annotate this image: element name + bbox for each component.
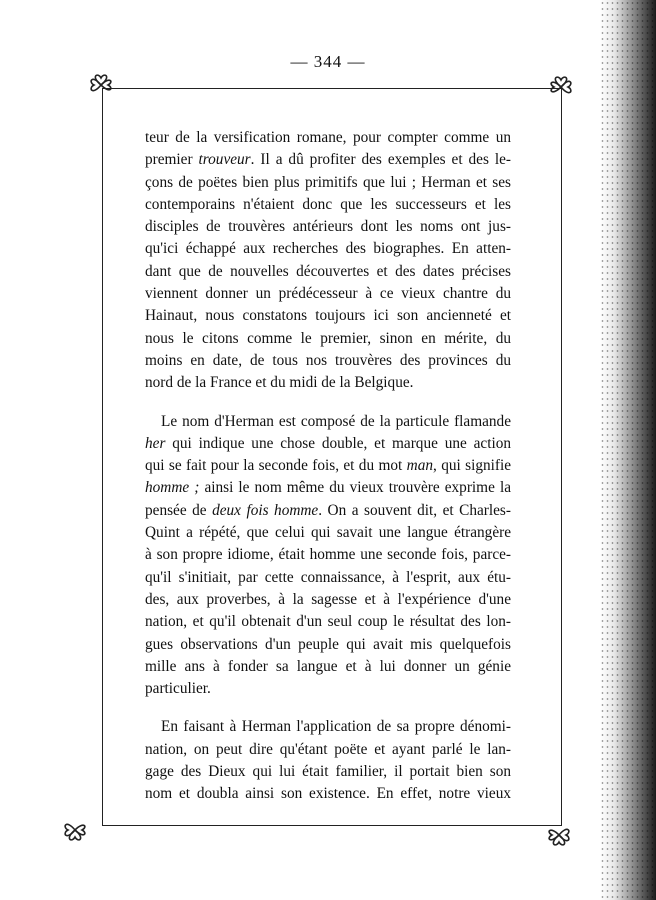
text-line: contemporains n'étaient donc que les successeurs et les [145,195,511,213]
text-line: à son propre idiome, était homme une seconde fois, parce- [145,546,511,564]
text-line: nous le citons comme le premier, sinon en mérite, du [145,329,511,347]
corner-ornament-top-left [86,70,116,100]
text-line: pensée de deux fois homme. On a souvent dit, et Charles- [145,501,511,519]
text-line: Hainaut, nous constatons toujours ici son ancienneté et [145,307,511,325]
paragraph-3 [145,716,511,805]
text-line: nom et doubla ainsi son existence. En effet, notre vieux [145,785,511,803]
text-line: nord de la France et du midi de la Belgique. [145,374,414,392]
paragraph-1 [145,127,511,395]
text-line: her qui indique une chose double, et marque une action [145,434,511,452]
text-line: gues observations d'un peuple qui avait mis quelquefois [145,635,511,653]
paragraph-2 [145,411,511,701]
text-line: En faisant à Herman l'application de sa propre dénomi- [161,718,511,736]
corner-ornament-top-right [546,72,576,102]
text-line: çons de poëtes bien plus primitifs que lui ; Herman et ses [145,173,511,191]
text-line: dant que de nouvelles découvertes et des dates précises [145,262,511,280]
text-line: qui se fait pour la seconde fois, et du mot man, qui signifie [145,457,511,475]
text-line: gage des Dieux qui lui était familier, il portait bien son [145,763,511,781]
text-line: premier trouveur. Il a dû profiter des exemples et des le- [145,151,511,169]
text-line: nation, et qu'il obtenait d'un seul coup le résultat des lon- [145,613,511,631]
body-text [145,127,511,822]
text-line: viennent donner un prédécesseur à ce vieux chantre du [145,285,511,303]
corner-ornament-bottom-left [60,815,90,845]
text-line: des, aux proverbes, à la sagesse et à l'expérience d'une [145,590,511,608]
text-line: qu'il s'initiait, par cette connaissance, à l'esprit, aux étu- [145,568,511,586]
text-line: moins en date, de tous nos trouvères des provinces du [145,351,511,369]
spine-texture [600,0,656,900]
text-line: nation, on peut dire qu'étant poëte et ayant parlé le lan- [145,740,511,758]
text-line: Le nom d'Herman est composé de la particule flamande [161,412,511,430]
text-line: disciples de trouvères antérieurs dont les noms ont jus- [145,218,511,236]
text-line: teur de la versification romane, pour compter comme un [145,129,511,146]
corner-ornament-bottom-right [544,820,574,850]
text-line: Quint a répété, que celui qui savait une langue étrangère [145,524,511,542]
text-line: particulier. [145,680,211,698]
text-line: homme ; ainsi le nom même du vieux trouvère exprime la [145,479,511,497]
text-line: qu'ici échappé aux recherches des biographes. En atten- [145,240,511,258]
text-line: mille ans à fonder sa langue et à lui donner un génie [145,657,511,675]
page-number: — 344 — [290,52,366,71]
